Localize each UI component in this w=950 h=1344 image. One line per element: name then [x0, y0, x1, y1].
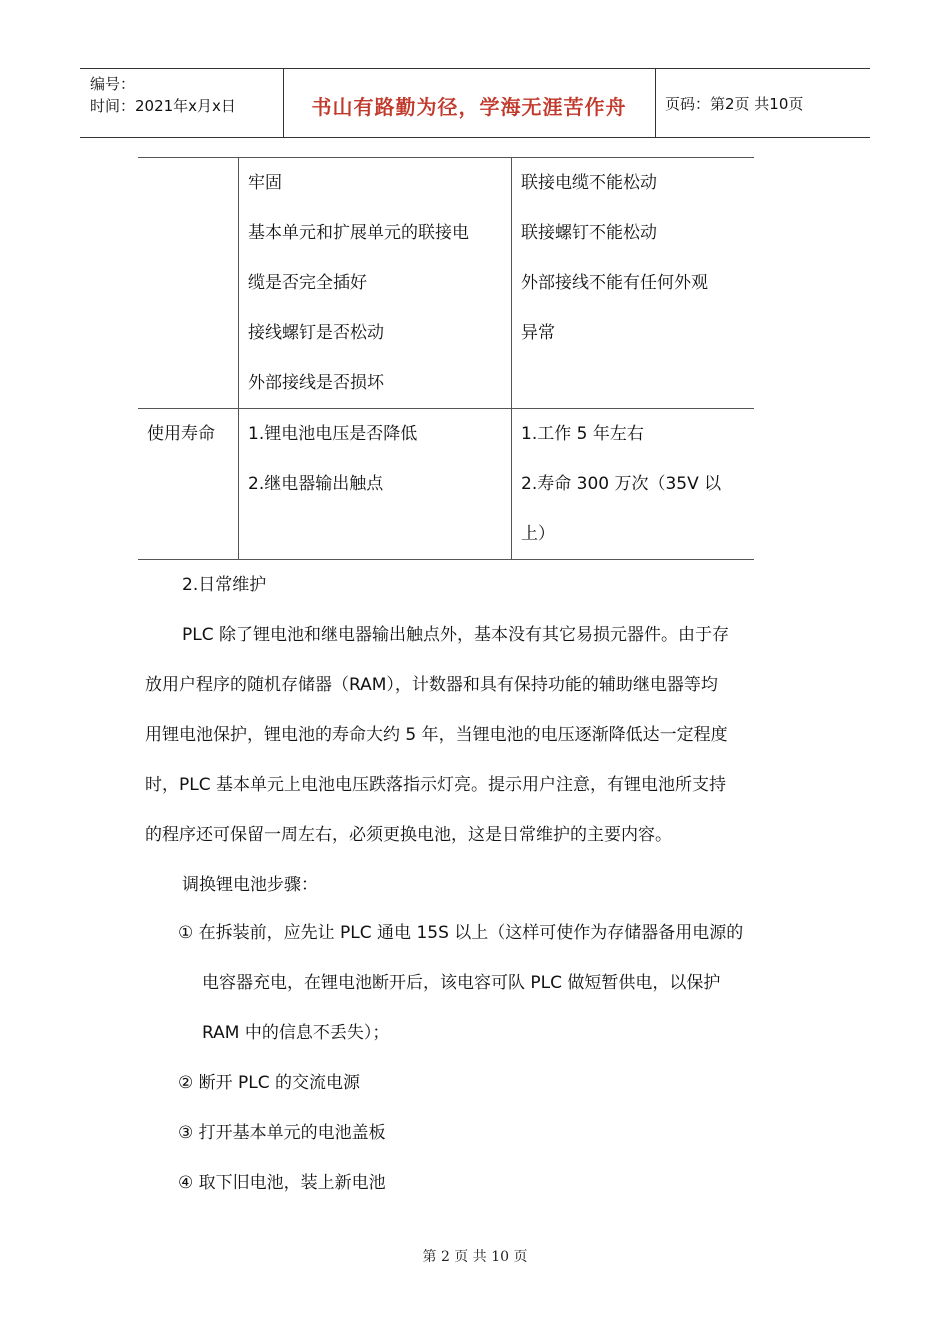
cell-line: 1.工作 5 年左右	[521, 424, 644, 444]
cell-line: 异常	[521, 323, 555, 343]
table-cell	[512, 158, 755, 409]
step-item: ② 断开 PLC 的交流电源	[178, 1073, 361, 1093]
cell-line: 基本单元和扩展单元的联接电	[248, 223, 469, 243]
cell-line: 牢固	[248, 173, 282, 193]
cell-line: 缆是否完全插好	[248, 273, 367, 293]
cell-line: 联接电缆不能松动	[521, 173, 657, 193]
cell-line: 2.继电器输出触点	[248, 474, 384, 494]
steps-title: 调换锂电池步骤：	[182, 875, 318, 895]
header-divider	[655, 69, 656, 137]
time-label: 时间：2021年x月x日	[90, 97, 236, 115]
cell-line: 外部接线是否损坏	[248, 373, 384, 393]
page-footer: 第 2 页 共 10 页	[422, 1249, 528, 1265]
table-cell	[239, 158, 512, 409]
cell-line: 外部接线不能有任何外观	[521, 273, 708, 293]
cell-line: 上）	[521, 524, 555, 544]
step-item-continued: RAM 中的信息不丢失）；	[202, 1023, 390, 1043]
page-header	[80, 68, 870, 138]
table-row	[138, 409, 754, 560]
header-meta	[90, 73, 236, 117]
header-motto: 书山有路勤为径，学海无涯苦作舟	[311, 95, 627, 119]
number-label: 编号：	[90, 75, 136, 93]
paragraph-line: 的程序还可保留一周左右，必须更换电池，这是日常维护的主要内容。	[145, 825, 672, 845]
cell-line: 1.锂电池电压是否降低	[248, 424, 418, 444]
cell-line: 接线螺钉是否松动	[248, 323, 384, 343]
step-item-continued: 电容器充电，在锂电池断开后，该电容可队 PLC 做短暂供电，以保护	[202, 973, 721, 993]
section-heading: 2.日常维护	[182, 575, 267, 595]
inspection-table	[138, 157, 754, 560]
cell-line	[248, 509, 502, 559]
table-cell	[138, 158, 239, 409]
table-cell	[239, 409, 512, 560]
step-item: ① 在拆装前，应先让 PLC 通电 15S 以上（这样可使作为存储器备用电源的	[178, 923, 744, 943]
paragraph-line: 时，PLC 基本单元上电池电压跌落指示灯亮。提示用户注意，有锂电池所支持	[145, 775, 726, 795]
header-page-info: 页码：第2页 共10页	[665, 95, 804, 113]
paragraph-line: PLC 除了锂电池和继电器输出触点外，基本没有其它易损元器件。由于存	[182, 625, 729, 645]
step-item: ④ 取下旧电池，装上新电池	[178, 1173, 386, 1193]
table-cell	[512, 409, 755, 560]
cell-line: 2.寿命 300 万次（35V 以	[521, 474, 722, 494]
step-item: ③ 打开基本单元的电池盖板	[178, 1123, 386, 1143]
table-cell	[138, 409, 239, 560]
row-header: 使用寿命	[147, 424, 215, 444]
table-row	[138, 158, 754, 409]
paragraph-line: 放用户程序的随机存储器（RAM），计数器和具有保持功能的辅助继电器等均	[145, 675, 718, 695]
cell-line	[521, 358, 745, 408]
paragraph-line: 用锂电池保护，锂电池的寿命大约 5 年，当锂电池的电压逐渐降低达一定程度	[145, 725, 728, 745]
cell-line: 联接螺钉不能松动	[521, 223, 657, 243]
